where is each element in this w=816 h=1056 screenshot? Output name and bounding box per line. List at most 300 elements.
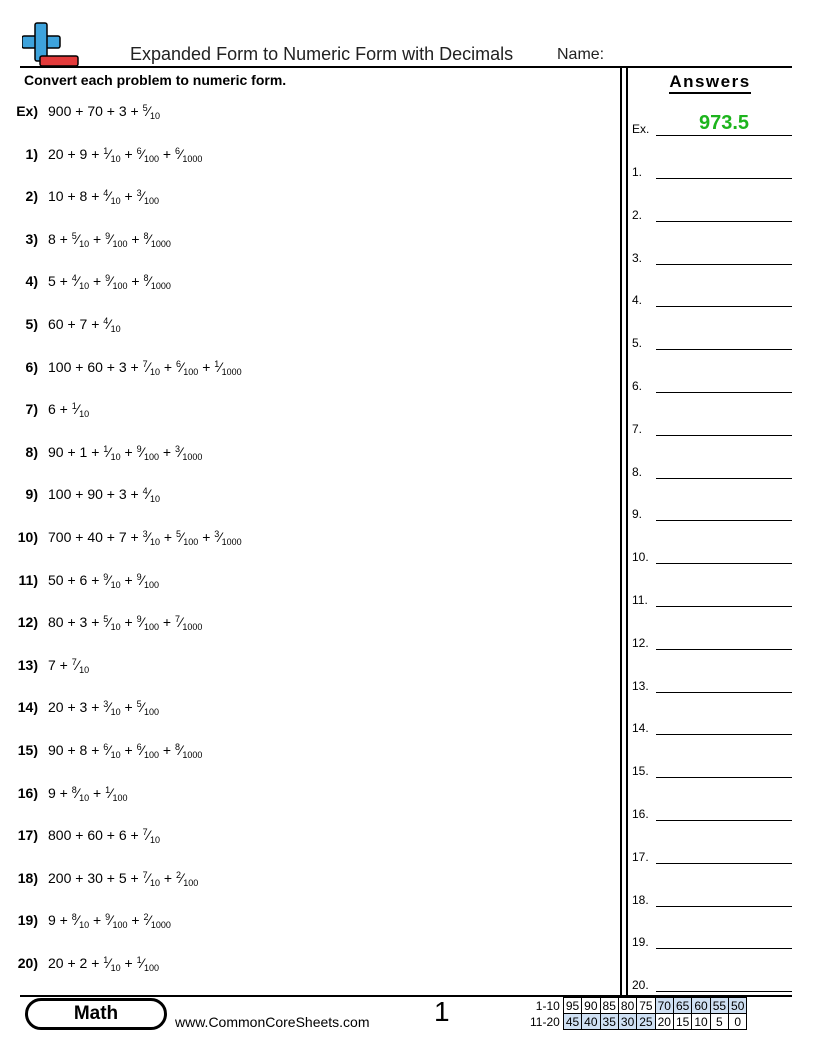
problem-item xyxy=(0,316,121,340)
plus-sign: + xyxy=(89,231,106,247)
fraction-slash: ⁄ xyxy=(180,146,183,162)
problem-item xyxy=(0,699,159,723)
plus-sign: + xyxy=(159,444,175,460)
answer-label: 16. xyxy=(632,807,649,821)
fraction-slash: ⁄ xyxy=(108,316,111,332)
expression-whole-part: 900 + 70 + 3 + xyxy=(48,103,143,119)
expression-whole-part: 100 + 60 + 3 + xyxy=(48,359,143,375)
answer-blank[interactable] xyxy=(656,649,792,650)
fraction-slash: ⁄ xyxy=(141,614,144,630)
fraction-numerator: 9 xyxy=(103,572,109,582)
plus-sign: + xyxy=(127,912,144,928)
fraction-slash: ⁄ xyxy=(76,231,80,247)
answer-label: 12. xyxy=(632,636,649,650)
answer-blank[interactable] xyxy=(656,349,792,350)
score-cell: 25 xyxy=(637,1014,655,1030)
plus-sign: + xyxy=(89,912,106,928)
problem-item xyxy=(0,444,202,468)
example-answer xyxy=(632,112,792,136)
fraction-numerator: 1 xyxy=(214,359,220,369)
problem-item xyxy=(0,486,160,510)
problem-expression xyxy=(48,912,171,928)
fraction-slash: ⁄ xyxy=(108,572,111,588)
fraction-denominator: 10 xyxy=(110,580,121,590)
expression-whole-part: 80 + 3 + xyxy=(48,614,104,630)
fraction-slash: ⁄ xyxy=(219,359,222,375)
answer-blank[interactable] xyxy=(656,221,792,222)
fraction-numerator: 2 xyxy=(143,912,149,922)
fraction-slash: ⁄ xyxy=(180,742,183,758)
problem-expression xyxy=(48,699,159,715)
problem-item xyxy=(0,273,171,297)
problem-item xyxy=(0,955,159,979)
fraction-denominator: 1000 xyxy=(221,367,242,377)
answer-row xyxy=(632,801,792,821)
score-row xyxy=(528,998,747,1014)
fraction-numerator: 9 xyxy=(136,444,142,454)
fraction-denominator: 10 xyxy=(79,239,90,249)
fraction-slash: ⁄ xyxy=(76,785,80,801)
problem-expression xyxy=(48,827,160,843)
answer-label: 3. xyxy=(632,251,643,265)
problem-expression xyxy=(48,955,159,971)
fraction-numerator: 5 xyxy=(136,699,142,709)
plus-sign: + xyxy=(120,444,137,460)
problem-expression xyxy=(48,742,202,758)
problem-number: 18) xyxy=(17,870,38,886)
fraction-denominator: 10 xyxy=(110,750,121,760)
score-cell: 90 xyxy=(582,998,600,1014)
subject-badge: Math xyxy=(25,998,167,1030)
score-range: 1-10 xyxy=(535,998,560,1013)
score-cell: 20 xyxy=(655,1014,673,1030)
fraction-denominator: 1000 xyxy=(182,622,203,632)
fraction-numerator: 9 xyxy=(105,912,111,922)
page-number: 1 xyxy=(434,996,450,1027)
expression-whole-part: 20 + 9 + xyxy=(48,146,104,162)
answers-title: Answers xyxy=(628,72,792,92)
expression-whole-part: 700 + 40 + 7 + xyxy=(48,529,143,545)
problem-expression xyxy=(48,359,242,375)
fraction-numerator: 5 xyxy=(175,529,181,539)
problem-item xyxy=(0,657,89,681)
fraction-denominator: 10 xyxy=(110,452,121,462)
fraction-slash: ⁄ xyxy=(110,273,113,289)
fraction-slash: ⁄ xyxy=(110,231,113,247)
fraction-denominator: 10 xyxy=(79,281,90,291)
plus-sign: + xyxy=(120,699,137,715)
fraction-numerator: 1 xyxy=(103,955,109,965)
expression-whole-part: 800 + 60 + 6 + xyxy=(48,827,143,843)
fraction-denominator: 10 xyxy=(149,494,160,504)
problem-expression xyxy=(48,103,160,119)
problem-number: 3) xyxy=(25,231,38,247)
fraction-denominator: 100 xyxy=(143,622,160,632)
fraction-slash: ⁄ xyxy=(148,273,151,289)
problem-item xyxy=(0,827,160,851)
problem-number: 6) xyxy=(25,359,38,375)
answer-label: 18. xyxy=(632,893,649,907)
fraction-slash: ⁄ xyxy=(110,785,113,801)
answer-row xyxy=(632,715,792,735)
website-url: www.CommonCoreSheets.com xyxy=(175,1014,370,1030)
answer-row xyxy=(632,416,792,436)
score-cell: 70 xyxy=(655,998,673,1014)
expression-whole-part: 10 + 8 + xyxy=(48,188,104,204)
answer-row xyxy=(632,758,792,778)
fraction-denominator: 100 xyxy=(143,452,160,462)
fraction-slash: ⁄ xyxy=(147,359,150,375)
fraction-slash: ⁄ xyxy=(76,273,80,289)
fraction-slash: ⁄ xyxy=(110,912,113,928)
fraction-numerator: 8 xyxy=(71,912,77,922)
problem-item xyxy=(0,614,202,638)
fraction-numerator: 9 xyxy=(105,273,111,283)
answer-label: Ex. xyxy=(632,122,650,136)
fraction-numerator: 1 xyxy=(71,401,77,411)
fraction-numerator: 7 xyxy=(142,359,148,369)
fraction-slash: ⁄ xyxy=(141,146,144,162)
fraction-numerator: 5 xyxy=(71,231,77,241)
example-answer-value: 973.5 xyxy=(698,112,750,134)
plus-sign: + xyxy=(159,742,175,758)
problem-number: 12) xyxy=(17,614,38,630)
fraction-denominator: 10 xyxy=(149,835,160,845)
fraction-numerator: 5 xyxy=(103,614,109,624)
score-cell: 60 xyxy=(692,998,710,1014)
problem-item xyxy=(0,785,127,809)
expression-whole-part: 5 + xyxy=(48,273,72,289)
fraction-denominator: 10 xyxy=(110,963,121,973)
answer-row xyxy=(632,887,792,907)
expression-whole-part: 6 + xyxy=(48,401,72,417)
fraction-numerator: 1 xyxy=(136,955,142,965)
problem-number: 16) xyxy=(17,785,38,801)
score-row xyxy=(528,1014,747,1030)
fraction-slash: ⁄ xyxy=(141,444,144,460)
fraction-slash: ⁄ xyxy=(141,955,144,971)
fraction-numerator: 1 xyxy=(103,146,109,156)
fraction-denominator: 100 xyxy=(112,793,128,803)
expression-whole-part: 9 + xyxy=(48,912,72,928)
fraction-numerator: 3 xyxy=(136,188,142,198)
fraction-denominator: 10 xyxy=(149,878,160,888)
fraction-denominator: 10 xyxy=(79,793,90,803)
fraction-numerator: 7 xyxy=(174,614,180,624)
score-cell: 15 xyxy=(673,1014,691,1030)
answer-row xyxy=(632,373,792,393)
score-cell: 80 xyxy=(618,998,636,1014)
answer-row xyxy=(632,202,792,222)
answer-line xyxy=(656,135,792,136)
problem-number: 11) xyxy=(18,572,38,588)
answer-row xyxy=(632,972,792,992)
expression-whole-part: 90 + 1 + xyxy=(48,444,104,460)
answer-blank[interactable] xyxy=(656,863,792,864)
answer-blank[interactable] xyxy=(656,777,792,778)
fraction-numerator: 6 xyxy=(174,146,180,156)
fraction-denominator: 10 xyxy=(110,707,121,717)
fraction-numerator: 3 xyxy=(103,699,109,709)
answer-blank[interactable] xyxy=(656,563,792,564)
problem-number: Ex) xyxy=(16,103,38,119)
score-cell: 85 xyxy=(600,998,618,1014)
fraction-denominator: 10 xyxy=(149,537,160,547)
fraction-numerator: 6 xyxy=(103,742,109,752)
answer-label: 20. xyxy=(632,978,649,992)
fraction-denominator: 100 xyxy=(183,367,199,377)
fraction-numerator: 9 xyxy=(136,572,142,582)
problem-expression xyxy=(48,188,159,204)
problem-expression xyxy=(48,870,198,886)
plus-sign: + xyxy=(159,359,176,375)
problem-number: 4) xyxy=(25,273,38,289)
fraction-slash: ⁄ xyxy=(180,614,183,630)
fraction-denominator: 1000 xyxy=(182,750,203,760)
problem-expression xyxy=(48,231,171,247)
fraction-numerator: 1 xyxy=(103,444,109,454)
answer-blank[interactable] xyxy=(656,948,792,949)
fraction-denominator: 10 xyxy=(110,154,121,164)
problem-expression xyxy=(48,146,202,162)
fraction-numerator: 8 xyxy=(143,273,149,283)
plus-sign: + xyxy=(120,742,137,758)
plus-sign: + xyxy=(127,273,144,289)
answer-blank[interactable] xyxy=(656,178,792,179)
answer-blank[interactable] xyxy=(656,392,792,393)
fraction-slash: ⁄ xyxy=(147,870,150,886)
score-cell: 10 xyxy=(692,1014,710,1030)
fraction-denominator: 100 xyxy=(112,239,128,249)
plus-sign: + xyxy=(198,529,215,545)
fraction-denominator: 100 xyxy=(183,537,199,547)
answer-blank[interactable] xyxy=(656,264,792,265)
answer-blank[interactable] xyxy=(656,478,792,479)
fraction-slash: ⁄ xyxy=(147,529,150,545)
fraction-numerator: 9 xyxy=(136,614,142,624)
expression-whole-part: 50 + 6 + xyxy=(48,572,104,588)
fraction-slash: ⁄ xyxy=(148,912,151,928)
fraction-denominator: 1000 xyxy=(150,281,171,291)
expression-whole-part: 100 + 90 + 3 + xyxy=(48,486,143,502)
answer-row xyxy=(632,544,792,564)
problem-item xyxy=(0,401,89,425)
score-cell: 50 xyxy=(729,998,747,1014)
problem-expression xyxy=(48,316,121,332)
plus-sign: + xyxy=(120,188,137,204)
fraction-denominator: 1000 xyxy=(150,920,171,930)
answer-blank[interactable] xyxy=(656,520,792,521)
fraction-denominator: 100 xyxy=(143,707,160,717)
answer-label: 17. xyxy=(632,850,649,864)
fraction-slash: ⁄ xyxy=(147,486,150,502)
answer-label: 2. xyxy=(632,208,643,222)
plus-sign: + xyxy=(89,273,106,289)
answer-label: 8. xyxy=(632,465,643,479)
plus-sign: + xyxy=(198,359,215,375)
score-range: 11-20 xyxy=(530,1014,560,1029)
fraction-numerator: 1 xyxy=(105,785,111,795)
fraction-numerator: 7 xyxy=(71,657,77,667)
problem-number: 7) xyxy=(25,401,38,417)
fraction-denominator: 10 xyxy=(79,409,90,419)
fraction-denominator: 100 xyxy=(143,963,160,973)
plus-sign: + xyxy=(159,614,175,630)
problem-number: 8) xyxy=(25,444,38,460)
answer-row xyxy=(632,929,792,949)
plus-sign: + xyxy=(159,529,176,545)
problem-item xyxy=(0,529,242,553)
fraction-numerator: 4 xyxy=(71,273,77,283)
fraction-denominator: 1000 xyxy=(182,452,203,462)
fraction-numerator: 3 xyxy=(174,444,180,454)
column-divider xyxy=(620,67,628,995)
fraction-slash: ⁄ xyxy=(76,912,80,928)
fraction-slash: ⁄ xyxy=(141,188,144,204)
name-label: Name: xyxy=(557,46,605,63)
answer-label: 6. xyxy=(632,379,643,393)
fraction-slash: ⁄ xyxy=(108,699,111,715)
score-cell: 5 xyxy=(710,1014,728,1030)
answer-row xyxy=(632,330,792,350)
fraction-numerator: 8 xyxy=(71,785,77,795)
plus-sign: + xyxy=(120,955,137,971)
answer-blank[interactable] xyxy=(656,306,792,307)
fraction-slash: ⁄ xyxy=(76,657,80,673)
expression-whole-part: 9 + xyxy=(48,785,72,801)
problem-expression xyxy=(48,529,242,545)
fraction-slash: ⁄ xyxy=(219,529,222,545)
worksheet-title: Expanded Form to Numeric Form with Decimals xyxy=(130,44,514,64)
plus-sign: + xyxy=(120,572,137,588)
fraction-slash: ⁄ xyxy=(108,188,111,204)
problem-expression xyxy=(48,486,160,502)
example-problem xyxy=(0,103,160,127)
problem-item xyxy=(0,359,242,383)
fraction-numerator: 6 xyxy=(136,146,142,156)
expression-whole-part: 20 + 2 + xyxy=(48,955,104,971)
answer-blank[interactable] xyxy=(656,606,792,607)
answer-row xyxy=(632,459,792,479)
fraction-slash: ⁄ xyxy=(147,103,150,119)
problem-number: 19) xyxy=(17,912,38,928)
answer-label: 15. xyxy=(632,764,649,778)
fraction-slash: ⁄ xyxy=(108,955,111,971)
answer-label: 1. xyxy=(632,165,643,179)
header-rule xyxy=(20,66,792,68)
problem-number: 10) xyxy=(17,529,38,545)
fraction-slash: ⁄ xyxy=(76,401,80,417)
fraction-numerator: 3 xyxy=(214,529,220,539)
fraction-denominator: 10 xyxy=(110,324,121,334)
plus-sign: + xyxy=(159,146,175,162)
answer-blank[interactable] xyxy=(656,734,792,735)
fraction-denominator: 10 xyxy=(110,622,121,632)
fraction-slash: ⁄ xyxy=(180,359,184,375)
problem-expression xyxy=(48,572,159,588)
fraction-denominator: 100 xyxy=(143,580,160,590)
fraction-slash: ⁄ xyxy=(148,231,151,247)
fraction-numerator: 5 xyxy=(142,103,148,113)
score-cell: 55 xyxy=(710,998,728,1014)
answer-label: 9. xyxy=(632,507,643,521)
problem-item xyxy=(0,572,159,596)
problem-expression xyxy=(48,273,171,289)
score-cell: 45 xyxy=(563,1014,581,1030)
expression-whole-part: 60 + 7 + xyxy=(48,316,104,332)
answer-blank[interactable] xyxy=(656,820,792,821)
plus-sign: + xyxy=(127,231,144,247)
score-cell: 0 xyxy=(729,1014,747,1030)
fraction-slash: ⁄ xyxy=(108,146,111,162)
fraction-slash: ⁄ xyxy=(141,572,144,588)
plus-sign: + xyxy=(89,785,106,801)
problem-number: 15) xyxy=(17,742,38,758)
expression-whole-part: 7 + xyxy=(48,657,72,673)
answer-label: 19. xyxy=(632,935,649,949)
fraction-numerator: 6 xyxy=(175,359,181,369)
problem-number: 2) xyxy=(25,188,38,204)
answer-label: 10. xyxy=(632,550,649,564)
fraction-slash: ⁄ xyxy=(141,699,144,715)
fraction-denominator: 1000 xyxy=(182,154,203,164)
answer-blank[interactable] xyxy=(656,692,792,693)
expression-whole-part: 200 + 30 + 5 + xyxy=(48,870,143,886)
fraction-slash: ⁄ xyxy=(108,614,111,630)
answer-row xyxy=(632,673,792,693)
fraction-numerator: 7 xyxy=(142,870,148,880)
fraction-denominator: 10 xyxy=(79,920,90,930)
answer-row xyxy=(632,159,792,179)
problem-item xyxy=(0,912,171,936)
fraction-numerator: 3 xyxy=(142,529,148,539)
fraction-denominator: 100 xyxy=(112,281,128,291)
problem-expression xyxy=(48,401,89,417)
fraction-denominator: 10 xyxy=(110,196,121,206)
fraction-denominator: 100 xyxy=(143,196,160,206)
answer-blank[interactable] xyxy=(656,906,792,907)
problem-expression xyxy=(48,444,202,460)
answer-row xyxy=(632,844,792,864)
fraction-denominator: 1000 xyxy=(221,537,242,547)
problem-item xyxy=(0,188,159,212)
fraction-denominator: 100 xyxy=(112,920,128,930)
problem-item xyxy=(0,742,202,766)
score-cell: 40 xyxy=(582,1014,600,1030)
answer-label: 13. xyxy=(632,679,649,693)
fraction-numerator: 4 xyxy=(103,188,109,198)
fraction-slash: ⁄ xyxy=(180,870,184,886)
plus-sign: + xyxy=(120,614,137,630)
answer-blank[interactable] xyxy=(656,435,792,436)
score-cell: 30 xyxy=(618,1014,636,1030)
problem-number: 20) xyxy=(17,955,38,971)
problem-item xyxy=(0,231,171,255)
fraction-slash: ⁄ xyxy=(108,742,111,758)
fraction-slash: ⁄ xyxy=(141,742,144,758)
fraction-numerator: 8 xyxy=(143,231,149,241)
score-cell: 95 xyxy=(563,998,581,1014)
fraction-numerator: 8 xyxy=(174,742,180,752)
fraction-slash: ⁄ xyxy=(108,444,111,460)
fraction-denominator: 10 xyxy=(149,111,160,121)
answer-blank[interactable] xyxy=(656,991,792,992)
plus-minus-icon xyxy=(22,22,80,68)
answer-row xyxy=(632,587,792,607)
fraction-numerator: 4 xyxy=(103,316,109,326)
answer-label: 14. xyxy=(632,721,649,735)
fraction-slash: ⁄ xyxy=(147,827,150,843)
